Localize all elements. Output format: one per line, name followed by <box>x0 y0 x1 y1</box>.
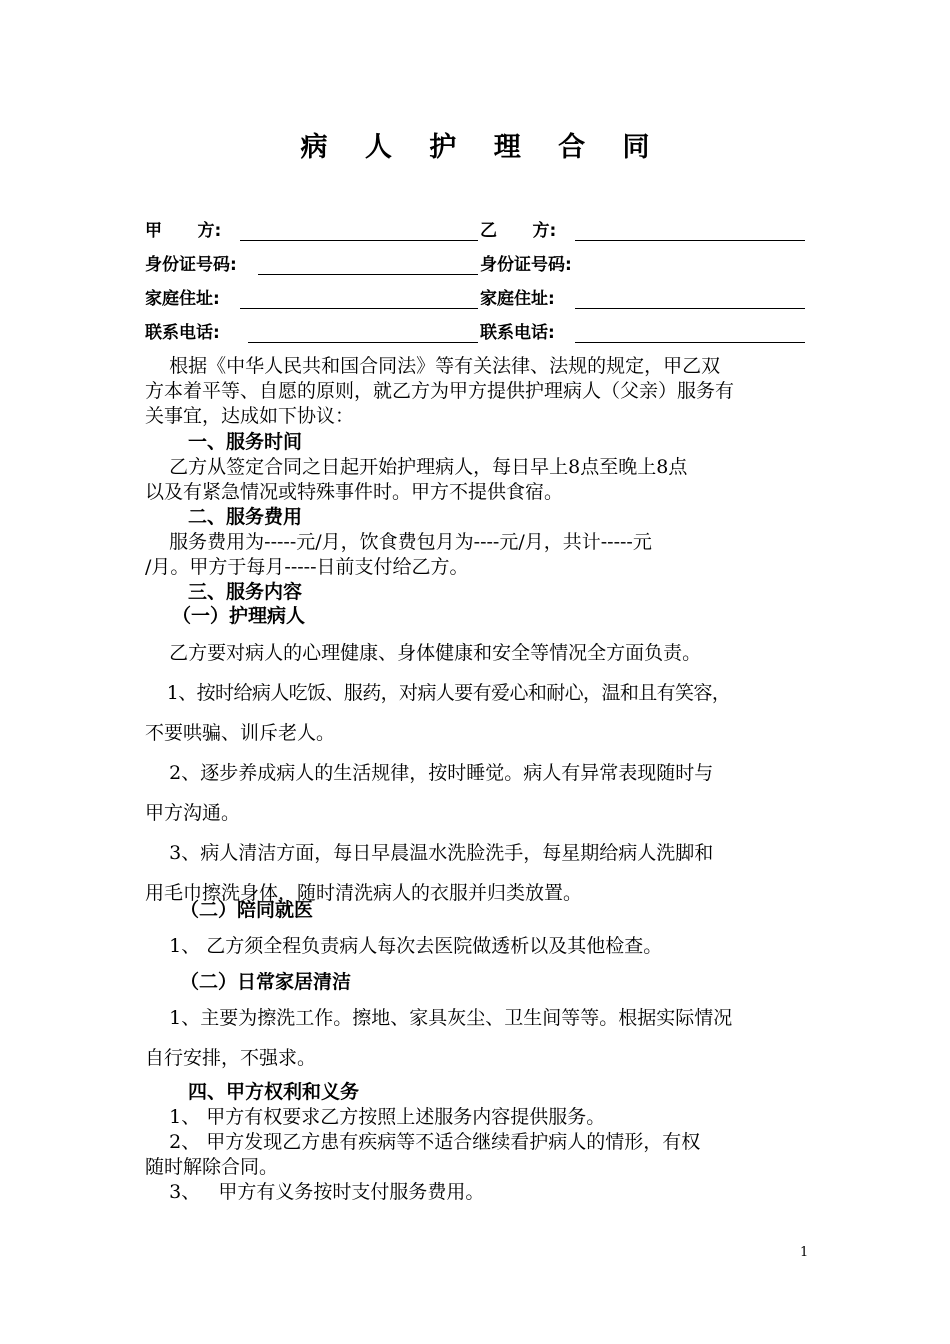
party-b-address-label: 家庭住址: <box>480 289 555 309</box>
care-line: 3、病人清洁方面，每日早晨温水洗脸洗手，每星期给病人洗脚和 <box>145 842 714 864</box>
care-line: 2、逐步养成病人的生活规律，按时睡觉。病人有异常表现随时与 <box>145 762 714 784</box>
section-2-line: /月。甲方于每月-----日前支付给乙方。 <box>145 556 469 578</box>
section-4-heading: 四、甲方权利和义务 <box>188 1081 360 1103</box>
section-1-line: 以及有紧急情况或特殊事件时。甲方不提供食宿。 <box>145 481 564 503</box>
rights-line: 1、 甲方有权要求乙方按照上述服务内容提供服务。 <box>145 1106 606 1128</box>
party-b-address-field[interactable] <box>575 308 805 309</box>
care-line: 用毛巾擦洗身体，随时清洗病人的衣服并归类放置。 <box>145 882 583 904</box>
cleaning-line: 自行安排，不强求。 <box>145 1047 317 1069</box>
party-b-id-label: 身份证号码: <box>480 255 572 275</box>
section-1-heading: 一、服务时间 <box>188 431 303 453</box>
page-title: 病 人 护 理 合 同 <box>300 132 664 163</box>
section-4-body <box>145 1105 810 1205</box>
care-line: 乙方要对病人的心理健康、身体健康和安全等情况全方面负责。 <box>145 642 702 664</box>
rights-line: 随时解除合同。 <box>145 1156 279 1178</box>
section-2-line: 服务费用为-----元/月，饮食费包月为----元/月，共计-----元 <box>145 531 652 553</box>
intro-line: 根据《中华人民共和国合同法》等有关法律、法规的规定，甲乙双 <box>145 355 721 377</box>
cleaning-line: 1、主要为擦洗工作。擦地、家具灰尘、卫生间等等。根据实际情况 <box>145 1007 733 1029</box>
intro-line: 方本着平等、自愿的原则，就乙方为甲方提供护理病人（父亲）服务有 <box>145 380 735 402</box>
care-line: 甲方沟通。 <box>145 802 241 824</box>
party-a-phone-field[interactable] <box>248 342 478 343</box>
party-a-field[interactable] <box>240 240 478 241</box>
party-a-id-label: 身份证号码: <box>145 255 237 275</box>
section-2-body <box>145 530 810 580</box>
section-3-sub-3-body <box>145 998 810 1078</box>
party-b-label: 乙 方: <box>480 221 557 241</box>
rights-line: 2、 甲方发现乙方患有疾病等不适合继续看护病人的情形，有权 <box>145 1131 701 1153</box>
party-b-field[interactable] <box>575 240 805 241</box>
section-3-heading: 三、服务内容 <box>188 581 303 603</box>
care-line: 不要哄骗、训斥老人。 <box>145 722 336 744</box>
party-a-label: 甲 方: <box>145 221 222 241</box>
intro-line: 关事宜，达成如下协议： <box>145 405 355 427</box>
party-a-address-label: 家庭住址: <box>145 289 220 309</box>
party-a-address-field[interactable] <box>240 308 478 309</box>
section-3-sub-2-heading: （二）陪同就医 <box>180 899 314 921</box>
section-3-sub-1-body <box>145 633 810 913</box>
section-3-sub-1-heading: （一）护理病人 <box>172 605 306 627</box>
medical-line: 1、 乙方须全程负责病人每次去医院做透析以及其他检查。 <box>145 935 663 957</box>
rights-line: 3、 甲方有义务按时支付服务费用。 <box>145 1181 485 1203</box>
section-3-sub-3-heading: （二）日常家居清洁 <box>180 971 352 993</box>
section-1-line: 乙方从签定合同之日起开始护理病人，每日早上8点至晚上8点 <box>145 456 688 478</box>
section-2-heading: 二、服务费用 <box>188 506 303 528</box>
page-number: 1 <box>800 1245 809 1260</box>
party-b-phone-label: 联系电话: <box>480 323 555 343</box>
section-1-body <box>145 455 810 505</box>
party-b-phone-field[interactable] <box>575 342 805 343</box>
party-a-id-field[interactable] <box>258 274 478 275</box>
intro-paragraph <box>145 354 810 429</box>
care-line: 1、按时给病人吃饭、服药，对病人要有爱心和耐心，温和且有笑容， <box>145 682 731 704</box>
party-a-phone-label: 联系电话: <box>145 323 220 343</box>
section-3-sub-2-body <box>145 926 810 966</box>
